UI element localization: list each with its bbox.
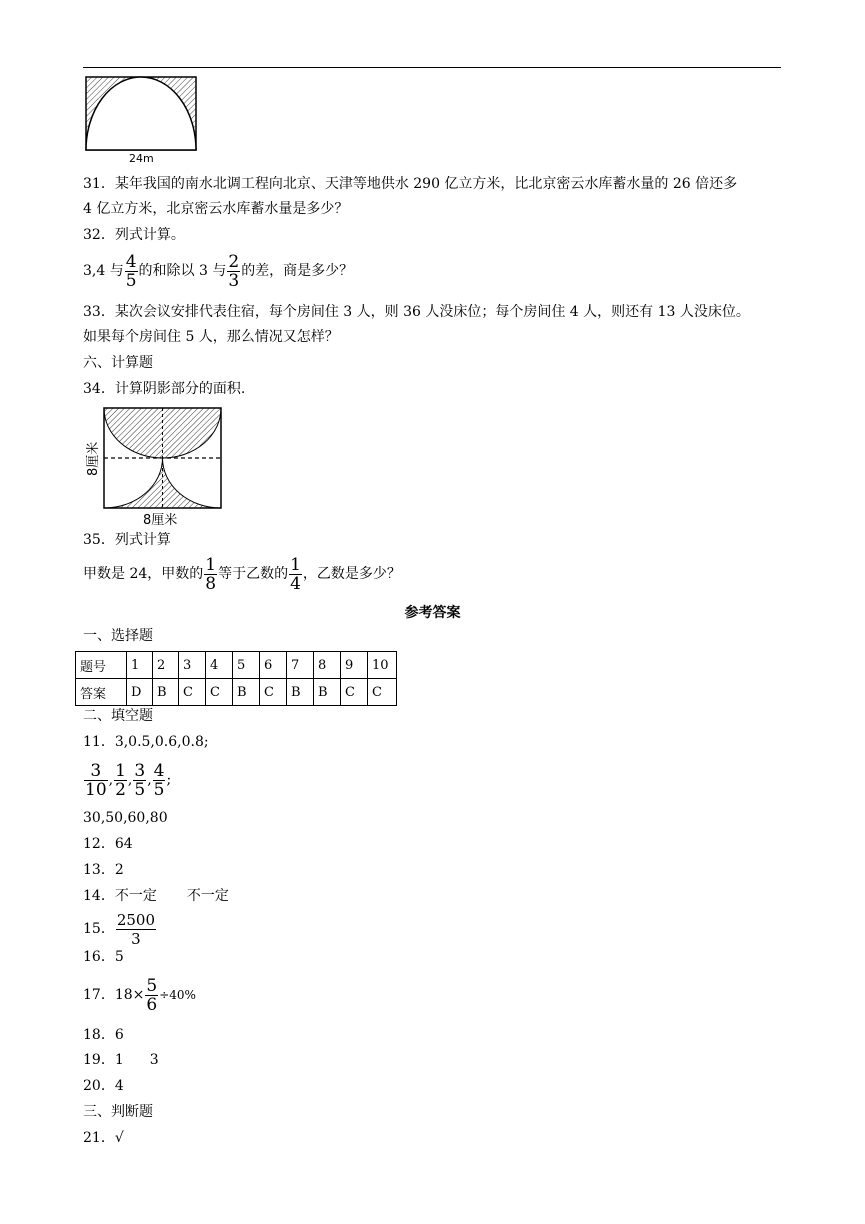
answer-17-tail: ÷40% [159,988,196,1002]
table-cell: 4 [206,652,233,679]
q31-line1: 31．某年我国的南水北调工程向北京、天津等地供水 290 亿立方米，比北京密云水库蓄水量的 26 倍还多 [83,176,738,192]
answer-16: 16．5 [83,949,124,965]
table-cell: C [179,679,206,706]
q32-fraction-1: $\frac{4}{5}$ [125,251,137,291]
answer-11-fraction: $\frac{1}{2}$ [115,760,126,800]
q33-line1: 33．某次会议安排代表住宿，每个房间住 3 人，则 36 人没床位；每个房间住 4 人，则还有 13 人没床位。 [83,304,750,320]
table-cell: 1 [127,652,153,679]
table-cell: C [341,679,368,706]
answer-21: 21．√ [83,1130,124,1146]
answer-table [75,651,397,706]
answer-13: 13．2 [83,862,124,878]
answer-19-second: 3 [149,1052,159,1068]
table-cell: B [233,679,260,706]
q32-part3: 的差，商是多少？ [241,263,354,279]
answer-14-first: 14．不一定 [83,888,157,904]
table-cell: 答案 [76,679,127,706]
q31-line2: 4 亿立方米，北京密云水库蓄水量是多少？ [83,201,349,217]
answer-19-first: 19．1 [83,1052,124,1068]
answer-11-fraction: $\frac{4}{5}$ [153,760,165,800]
q35-fraction-2: $\frac{1}{4}$ [290,554,301,594]
side-label: 8厘米 [86,441,101,476]
answer-12: 12．64 [83,836,133,852]
table-cell: B [153,679,179,706]
table-cell: 7 [287,652,314,679]
semicircle-figure [83,74,201,166]
answer-11-end: ; [166,772,172,788]
section-1-heading: 一、选择题 [83,628,153,644]
q32-expression [83,246,353,296]
answer-11-separator: , [147,772,152,788]
table-cell: 10 [368,652,397,679]
answer-11-fraction: $\frac{3}{10}$ [85,760,107,800]
q35-part2: 等于乙数的 [218,566,289,582]
table-cell: 9 [341,652,368,679]
answer-11-fractions [83,756,171,804]
answer-20: 20．4 [83,1078,124,1094]
q33-line2: 如果每个房间住 5 人，那么情况又怎样？ [83,329,339,345]
table-answer-row [76,679,397,706]
table-cell: 2 [153,652,179,679]
table-cell: C [260,679,287,706]
section-3-heading: 三、判断题 [83,1104,153,1120]
answer-19 [83,1050,159,1070]
answer-11-fraction: $\frac{3}{5}$ [134,760,146,800]
table-cell: 题号 [76,652,127,679]
table-header-row [76,652,397,679]
table-cell: C [368,679,397,706]
table-cell: 3 [179,652,206,679]
q35-title: 35．列式计算 [83,532,171,548]
table-cell: B [287,679,314,706]
table-cell: 6 [260,652,287,679]
table-cell: B [314,679,341,706]
answer-17-label: 17．18× [83,987,145,1003]
section-2-heading: 二、填空题 [83,708,153,724]
shaded-square-figure [83,404,228,528]
answers-title: 参考答案 [404,605,461,621]
answer-15 [83,906,157,952]
answer-15-label: 15． [83,921,115,937]
q34-text: 34．计算阴影部分的面积. [83,381,246,397]
q35-expression [83,550,401,598]
answer-14 [83,886,229,906]
q35-fraction-1: $\frac{1}{8}$ [205,554,217,594]
figure1-label: 24m [129,152,154,165]
top-rule [83,67,781,68]
table-cell: 8 [314,652,341,679]
answer-14-second: 不一定 [186,888,229,904]
q32-part2: 的和除以 3 与 [138,263,227,279]
answer-11-line1: 11．3,0.5,0.6,0.8; [83,734,209,750]
q32-fraction-2: $\frac{2}{3}$ [228,251,240,291]
answer-11-separator: , [127,772,133,788]
table-cell: 5 [233,652,260,679]
answer-11-separator: , [108,772,114,788]
q35-part1: 甲数是 24，甲数的 [83,566,204,582]
answer-17-fraction: $\frac{5}{6}$ [146,975,158,1015]
answer-18: 18．6 [83,1027,124,1043]
bottom-label: 8厘米 [143,513,178,528]
table-cell: D [127,679,153,706]
answer-17 [83,970,196,1020]
q35-part3: ，乙数是多少？ [302,566,401,582]
answer-15-fraction: $\frac{2500}{3}$ [116,910,156,948]
q32-title: 32．列式计算。 [83,227,185,243]
answer-11-line3: 30,50,60,80 [83,810,168,826]
section-6-heading: 六、计算题 [83,355,153,371]
q32-part1: 3,4 与 [83,263,124,279]
table-cell: C [206,679,233,706]
